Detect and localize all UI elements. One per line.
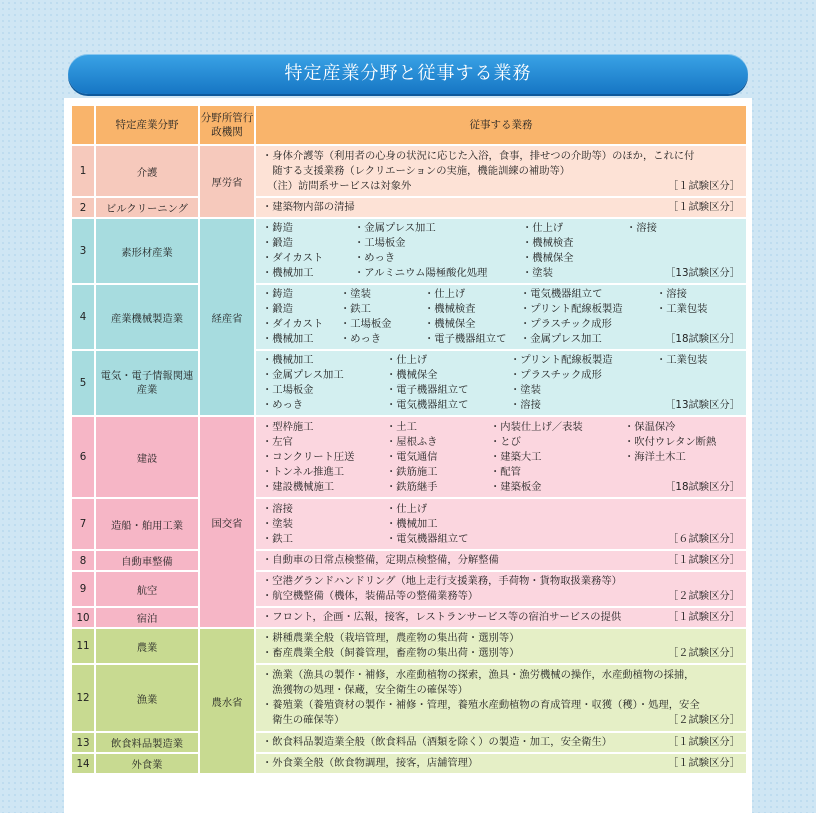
duty-item bbox=[656, 317, 740, 332]
exam-count: ［２試験区分］ bbox=[667, 714, 740, 726]
row-number: 12 bbox=[71, 664, 95, 732]
duty-item: ・仕上げ bbox=[522, 222, 564, 234]
duty-cell bbox=[255, 145, 747, 197]
table-row bbox=[71, 732, 747, 753]
industry-table bbox=[70, 104, 748, 775]
duty-item: ・機械加工 bbox=[262, 267, 314, 279]
duty-item: ・金属プレス加工 bbox=[520, 333, 602, 345]
duty-item: ・鍛造 bbox=[262, 303, 293, 315]
industry-name: 航空 bbox=[95, 571, 199, 607]
duty-item: ・鋳造 bbox=[262, 288, 293, 300]
duty-item: ・電子機器組立て bbox=[424, 333, 507, 345]
duty-item bbox=[262, 610, 740, 625]
ministry-meti: 経産省 bbox=[199, 218, 255, 416]
duty-item: ・土工 bbox=[386, 420, 417, 433]
duty-item: ・工場板金 bbox=[354, 237, 406, 249]
duty-item: ・内装仕上げ／表装 bbox=[490, 420, 583, 433]
duty-item: ・保温保冷 bbox=[624, 420, 676, 433]
industry-name: 産業機械製造業 bbox=[95, 284, 199, 350]
row-number: 6 bbox=[71, 416, 95, 498]
duty-item: ・プリント配線板製造 bbox=[520, 303, 623, 315]
page-title: 特定産業分野と従事する業務 bbox=[68, 54, 748, 94]
duty-item: ・鉄工 bbox=[340, 303, 371, 315]
table-row bbox=[71, 664, 747, 732]
duty-item: ・塗装 bbox=[262, 517, 293, 530]
row-number: 9 bbox=[71, 571, 95, 607]
exam-count: ［１試験区分］ bbox=[667, 179, 740, 192]
duty-item: ・溶接 bbox=[510, 399, 541, 411]
duty-item: ・溶接 bbox=[656, 288, 687, 300]
exam-count: ［１試験区分］ bbox=[667, 554, 740, 566]
exam-count: ［２試験区分］ bbox=[667, 647, 740, 659]
industry-name: 電気・電子情報関連産業 bbox=[95, 350, 199, 416]
duty-item bbox=[262, 646, 740, 661]
duty-item: ・機械保全 bbox=[522, 252, 574, 264]
row-number: 3 bbox=[71, 218, 95, 284]
duty-item: ・仕上げ bbox=[386, 354, 428, 366]
duty-item: 随する支援業務（レクリエーションの実施，機能訓練の補助等） bbox=[262, 164, 571, 177]
duty-item: ・とび bbox=[490, 435, 521, 448]
ministry-mhlw: 厚労省 bbox=[199, 145, 255, 218]
duty-cell bbox=[255, 197, 747, 218]
row-number: 4 bbox=[71, 284, 95, 350]
duty-item: ・鋳造 bbox=[262, 222, 293, 234]
duty-item: ・工場板金 bbox=[262, 384, 314, 396]
duty-cell bbox=[255, 498, 747, 550]
duty-item bbox=[262, 353, 740, 413]
exam-count: ［１試験区分］ bbox=[667, 611, 740, 623]
duty-item: ・畜産農業全般（飼養管理，畜産物の集出荷・選別等） bbox=[262, 647, 520, 659]
duty-cell bbox=[255, 550, 747, 571]
duty-item: ・コンクリート圧送 bbox=[262, 450, 355, 463]
duty-item: ・プラスチック成形 bbox=[510, 369, 602, 381]
duty-item: 漁獲物の処理・保蔵，安全衛生の確保等） bbox=[262, 684, 468, 696]
duty-item: ・耕種農業全般（栽培管理，農産物の集出荷・選別等） bbox=[262, 632, 520, 644]
duty-item: ・外食業全般（飲食物調理，接客，店舗管理） bbox=[262, 757, 479, 769]
duty-item bbox=[262, 420, 740, 495]
duty-item bbox=[262, 756, 740, 771]
duty-item: ・機械検査 bbox=[424, 303, 476, 315]
duty-item: ・建設機械施工 bbox=[262, 480, 335, 493]
duty-item bbox=[262, 502, 740, 547]
exam-count: ［18試験区分］ bbox=[665, 480, 740, 493]
duty-item bbox=[656, 383, 740, 398]
row-number: 10 bbox=[71, 607, 95, 628]
duty-item: ・鉄筋施工 bbox=[386, 465, 438, 478]
exam-count: ［13試験区分］ bbox=[665, 267, 740, 279]
table-row bbox=[71, 416, 747, 498]
duty-item: ・空港グランドハンドリング（地上走行支援業務，手荷物・貨物取扱業務等） bbox=[262, 575, 622, 587]
duty-item bbox=[262, 179, 740, 194]
duty-item: ・屋根ふき bbox=[386, 435, 438, 448]
exam-count: ［１試験区分］ bbox=[667, 201, 740, 213]
duty-item: ・機械保全 bbox=[424, 318, 476, 330]
industry-name: 建設 bbox=[95, 416, 199, 498]
duty-item: ・電気通信 bbox=[386, 450, 438, 463]
duty-item: ・工場板金 bbox=[340, 318, 392, 330]
duty-item: ・プリント配線板製造 bbox=[510, 354, 613, 366]
duty-cell bbox=[255, 218, 747, 284]
duty-item: ・建築物内部の清掃 bbox=[262, 201, 355, 213]
duty-item: ・電気機器組立て bbox=[386, 399, 469, 411]
industry-name: 素形材産業 bbox=[95, 218, 199, 284]
industry-name: ビルクリーニング bbox=[95, 197, 199, 218]
duty-item: ・身体介護等（利用者の心身の状況に応じた入浴，食事，排せつの介助等）のほか，これに付 bbox=[262, 149, 695, 162]
duty-item: ・塗装 bbox=[522, 267, 553, 279]
industry-name: 造船・舶用工業 bbox=[95, 498, 199, 550]
industry-name: 農業 bbox=[95, 628, 199, 664]
duty-item bbox=[626, 251, 740, 266]
duty-item bbox=[262, 553, 740, 568]
duty-item bbox=[386, 532, 740, 547]
duty-item bbox=[262, 735, 740, 750]
duty-cell bbox=[255, 571, 747, 607]
row-number: 14 bbox=[71, 753, 95, 774]
duty-item: ・飲食料品製造業全般（飲食料品（酒類を除く）の製造・加工，安全衛生） bbox=[262, 736, 613, 748]
duty-item bbox=[656, 368, 740, 383]
row-number: 7 bbox=[71, 498, 95, 550]
duty-item: ・ダイカスト bbox=[262, 318, 324, 330]
industry-name: 自動車整備 bbox=[95, 550, 199, 571]
duty-item: ・電気機器組立て bbox=[386, 532, 469, 545]
duty-item: ・トンネル推進工 bbox=[262, 465, 345, 478]
duty-item bbox=[262, 589, 740, 604]
duty-item: ・機械加工 bbox=[262, 333, 314, 345]
header-ministry: 分野所管行政機関 bbox=[199, 105, 255, 145]
duty-item: ・鍛造 bbox=[262, 237, 293, 249]
table-row bbox=[71, 197, 747, 218]
duty-cell bbox=[255, 628, 747, 664]
table-row bbox=[71, 628, 747, 664]
industry-name: 漁業 bbox=[95, 664, 199, 732]
duty-item: ・型枠施工 bbox=[262, 420, 314, 433]
duty-item: （注）訪問系サービスは対象外 bbox=[262, 179, 412, 192]
exam-count: ［18試験区分］ bbox=[665, 333, 740, 345]
exam-count: ［13試験区分］ bbox=[665, 399, 740, 411]
duty-item: ・航空機整備（機体，装備品等の整備業務等） bbox=[262, 590, 479, 602]
duty-item: ・電気機器組立て bbox=[520, 288, 603, 300]
duty-item: ・仕上げ bbox=[386, 502, 428, 515]
duty-item: ・塗装 bbox=[340, 288, 371, 300]
row-number: 1 bbox=[71, 145, 95, 197]
duty-item: ・ダイカスト bbox=[262, 252, 324, 264]
duty-item bbox=[262, 200, 740, 215]
header-no bbox=[71, 105, 95, 145]
duty-item: ・めっき bbox=[340, 333, 382, 345]
duty-cell bbox=[255, 416, 747, 498]
row-number: 13 bbox=[71, 732, 95, 753]
exam-count: ［１試験区分］ bbox=[667, 736, 740, 748]
duty-item: ・鉄工 bbox=[262, 532, 293, 545]
duty-cell bbox=[255, 607, 747, 628]
header-duties: 従事する業務 bbox=[255, 105, 747, 145]
industry-name: 外食業 bbox=[95, 753, 199, 774]
duty-cell bbox=[255, 350, 747, 416]
duty-item: ・機械保全 bbox=[386, 369, 438, 381]
duty-item: ・めっき bbox=[354, 252, 396, 264]
ministry-mlit: 国交省 bbox=[199, 416, 255, 628]
duty-item: ・仕上げ bbox=[424, 288, 466, 300]
row-number: 2 bbox=[71, 197, 95, 218]
duty-cell bbox=[255, 732, 747, 753]
duty-item bbox=[262, 221, 740, 281]
table-row bbox=[71, 571, 747, 607]
duty-item: ・機械検査 bbox=[522, 237, 574, 249]
duty-item: ・機械加工 bbox=[386, 517, 438, 530]
header-row bbox=[71, 105, 747, 145]
duty-item: ・自動車の日常点検整備，定期点検整備，分解整備 bbox=[262, 554, 499, 566]
duty-item: ・アルミニウム陽極酸化処理 bbox=[354, 267, 488, 279]
duty-item: ・建築板金 bbox=[490, 480, 542, 493]
duty-cell bbox=[255, 664, 747, 732]
table-row bbox=[71, 550, 747, 571]
duty-item: ・建築大工 bbox=[490, 450, 542, 463]
industry-name: 飲食料品製造業 bbox=[95, 732, 199, 753]
duty-cell bbox=[255, 284, 747, 350]
table-row bbox=[71, 607, 747, 628]
duty-item: ・プラスチック成形 bbox=[520, 318, 612, 330]
duty-item: ・漁業（漁具の製作・補修，水産動植物の探索，漁具・漁労機械の操作，水産動植物の採捕， bbox=[262, 669, 695, 681]
table-row bbox=[71, 218, 747, 284]
duty-item: ・めっき bbox=[262, 399, 304, 411]
row-number: 5 bbox=[71, 350, 95, 416]
table-row bbox=[71, 284, 747, 350]
industry-name: 介護 bbox=[95, 145, 199, 197]
duty-item: ・左官 bbox=[262, 435, 293, 448]
duty-item: ・配管 bbox=[490, 465, 521, 478]
duty-item: ・養殖業（養殖資材の製作・補修・管理，養殖水産動植物の育成管理・収獲（穫）・処理，安全 bbox=[262, 699, 700, 711]
ministry-maff: 農水省 bbox=[199, 628, 255, 774]
duty-item: ・海洋土木工 bbox=[624, 450, 686, 463]
duty-item: ・工業包装 bbox=[656, 303, 708, 315]
duty-cell bbox=[255, 753, 747, 774]
duty-item bbox=[626, 236, 740, 251]
duty-item: ・電子機器組立て bbox=[386, 384, 469, 396]
table-row bbox=[71, 498, 747, 550]
row-number: 11 bbox=[71, 628, 95, 664]
duty-item: ・溶接 bbox=[262, 502, 293, 515]
exam-count: ［１試験区分］ bbox=[667, 757, 740, 769]
duty-item: 衛生の確保等） bbox=[262, 714, 345, 726]
table-row bbox=[71, 350, 747, 416]
duty-item: ・吹付ウレタン断熱 bbox=[624, 435, 717, 448]
duty-item bbox=[262, 287, 740, 347]
duty-item: ・金属プレス加工 bbox=[354, 222, 436, 234]
industry-name: 宿泊 bbox=[95, 607, 199, 628]
duty-item: ・金属プレス加工 bbox=[262, 369, 344, 381]
duty-item: ・フロント，企画・広報，接客，レストランサービス等の宿泊サービスの提供 bbox=[262, 611, 622, 623]
header-industry: 特定産業分野 bbox=[95, 105, 199, 145]
duty-item bbox=[624, 465, 740, 480]
exam-count: ［６試験区分］ bbox=[667, 532, 740, 545]
duty-item: ・溶接 bbox=[626, 222, 657, 234]
duty-item: ・鉄筋継手 bbox=[386, 480, 438, 493]
duty-item: ・機械加工 bbox=[262, 354, 314, 366]
duty-item bbox=[262, 713, 740, 728]
exam-count: ［２試験区分］ bbox=[667, 590, 740, 602]
table-row bbox=[71, 145, 747, 197]
duty-item: ・工業包装 bbox=[656, 354, 708, 366]
row-number: 8 bbox=[71, 550, 95, 571]
table-row bbox=[71, 753, 747, 774]
duty-item: ・塗装 bbox=[510, 384, 541, 396]
